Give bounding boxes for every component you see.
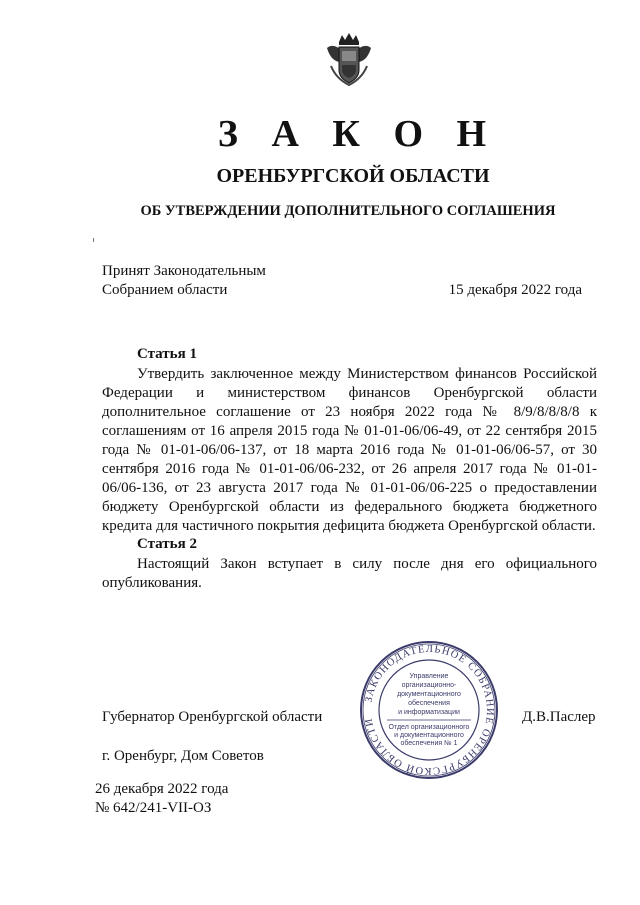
svg-text:обеспечения: обеспечения bbox=[408, 700, 450, 707]
svg-text:Отдел организационного: Отдел организационного bbox=[388, 724, 470, 731]
document-title: З А К О Н bbox=[217, 113, 499, 155]
signing-date: 26 декабря 2022 года bbox=[95, 781, 229, 797]
svg-text:организационно-: организационно- bbox=[401, 682, 457, 689]
coat-of-arms-icon bbox=[325, 32, 373, 86]
accepted-block bbox=[102, 262, 582, 300]
official-seal-stamp bbox=[359, 640, 499, 780]
svg-text:обеспечения № 1: обеспечения № 1 bbox=[400, 740, 458, 747]
article1-text: Утвердить заключенное между Министерством финансов Российской Федерации и министерством финансов Оренбургской области дополнительное соглашение от 23 ноября 2022 года № 8/9/8/8/8/8 к соглашениям от 16 апреля 2015 года № 01-01-06/06-49, от 22 сентября 2015 года № 01-01-06/06-137, от 18 марта 2016 года № 01-01-06/06-57, от 30 сентября 2016 года № 01-01-06/06-232, от 26 апреля 2017 года № 01-01-06/06-136, от 23 августа 2017 года № 01-01-06/06-225 о предоставлении бюджету Оренбургской области из федерального бюджета бюджетного кредита для частичного покрытия дефицита бюджета Оренбургской области. bbox=[102, 366, 597, 534]
svg-text:документационного: документационного bbox=[397, 691, 461, 698]
article2-text: Настоящий Закон вступает в силу после дня его официального опубликования. bbox=[102, 556, 597, 591]
signer-name: Д.В.Паслер bbox=[522, 709, 596, 725]
signing-place: г. Оренбург, Дом Советов bbox=[102, 748, 264, 764]
document-region: ОРЕНБУРГСКОЙ ОБЛАСТИ bbox=[216, 165, 490, 187]
svg-text:ЗАКОНОДАТЕЛЬНОЕ СОБРАНИЕ ОРЕНБ: ЗАКОНОДАТЕЛЬНОЕ СОБРАНИЕ ОРЕНБУРГСКОЙ ОБЛАСТИ bbox=[363, 643, 496, 777]
svg-text:и документационного: и документационного bbox=[394, 732, 464, 739]
signer-position: Губернатор Оренбургской области bbox=[102, 709, 323, 725]
svg-text:и информатизации: и информатизации bbox=[398, 709, 460, 716]
accepted-line1: Принят Законодательным bbox=[102, 263, 266, 279]
accepted-line2: Собранием области bbox=[102, 282, 228, 298]
svg-text:Управление: Управление bbox=[409, 673, 449, 680]
law-number: № 642/241-VII-ОЗ bbox=[95, 800, 212, 816]
scan-mark bbox=[93, 238, 94, 242]
article2-title: Статья 2 bbox=[137, 536, 197, 552]
article1-title: Статья 1 bbox=[137, 346, 197, 362]
accepted-date: 15 декабря 2022 года bbox=[448, 282, 582, 298]
document-subject: ОБ УТВЕРЖДЕНИИ ДОПОЛНИТЕЛЬНОГО СОГЛАШЕНИЯ bbox=[140, 203, 556, 219]
